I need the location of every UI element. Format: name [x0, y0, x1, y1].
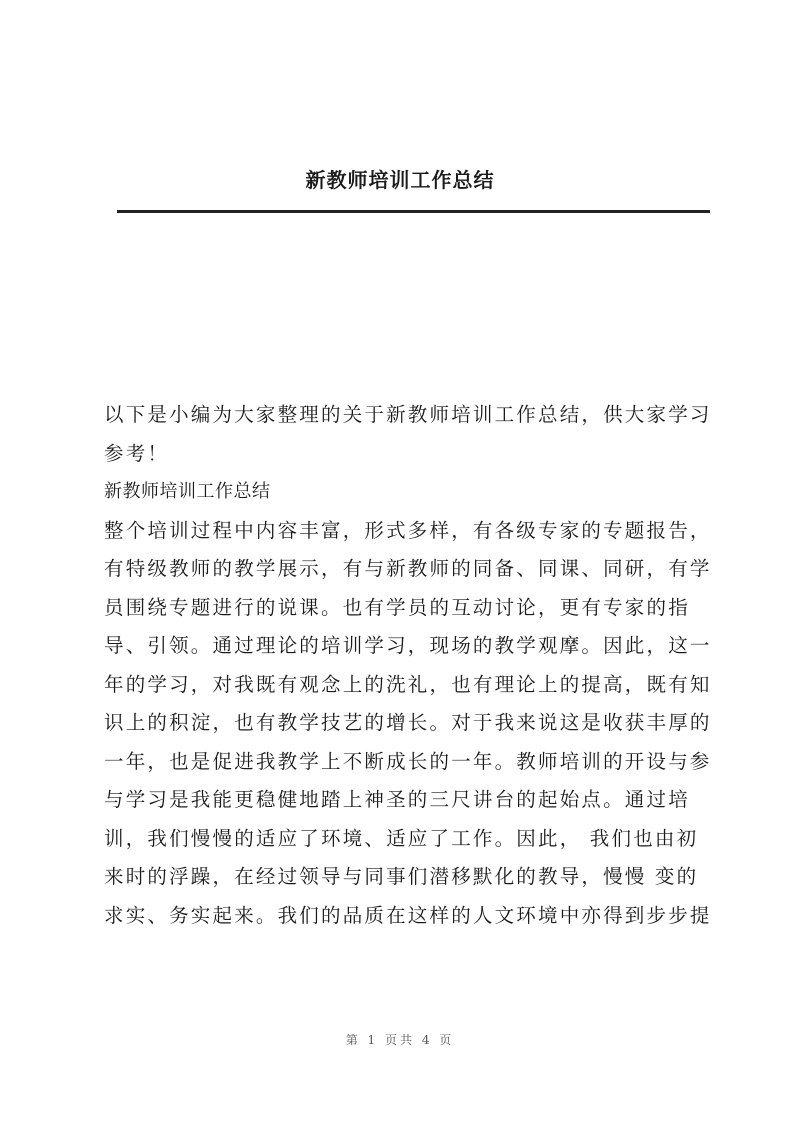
body-line: 整个培训过程中内容丰富，形式多样，有各级专家的专题报告，	[104, 518, 712, 542]
body-line: 与学习是我能更稳健地踏上神圣的三尺讲台的起始点。通过培	[104, 788, 690, 811]
body-line: 年的学习，对我既有观念上的洗礼，也有理论上的提高，既有知	[104, 672, 712, 696]
body-line: 识上的积淀，也有教学技艺的增长。对于我来说这是收获丰厚的	[104, 711, 712, 734]
body-line: 以下是小编为大家整理的关于新教师培训工作总结，供大家学习	[104, 403, 712, 426]
body-line: 训，我们慢慢的适应了环境、适应了工作。因此， 我们也由初	[104, 826, 699, 850]
body-line: 求实、务实起来。我们的品质在这样的人文环境中亦得到步步提	[104, 903, 712, 927]
body-line: 有特级教师的教学展示，有与新教师的同备、同课、同研，有学	[104, 557, 712, 580]
document-body	[104, 396, 714, 935]
body-line: 员围绕专题进行的说课。也有学员的互动讨论，更有专家的指	[104, 595, 690, 619]
document-title: 新教师培训工作总结	[305, 168, 495, 192]
page-number-footer: 第 1 页共 4 页	[345, 1033, 455, 1047]
title-underline	[117, 210, 710, 213]
body-line: 参考！	[104, 441, 170, 465]
body-line: 导、引领。通过理论的培训学习，现场的教学观摩。因此，这一	[104, 634, 712, 657]
body-line: 一年，也是促进我教学上不断成长的一年。教师培训的开设与参	[104, 749, 712, 773]
section-heading: 新教师培训工作总结	[104, 481, 271, 502]
body-line: 来时的浮躁，在经过领导与同事们潜移默化的教导，慢慢 变的	[104, 865, 699, 888]
